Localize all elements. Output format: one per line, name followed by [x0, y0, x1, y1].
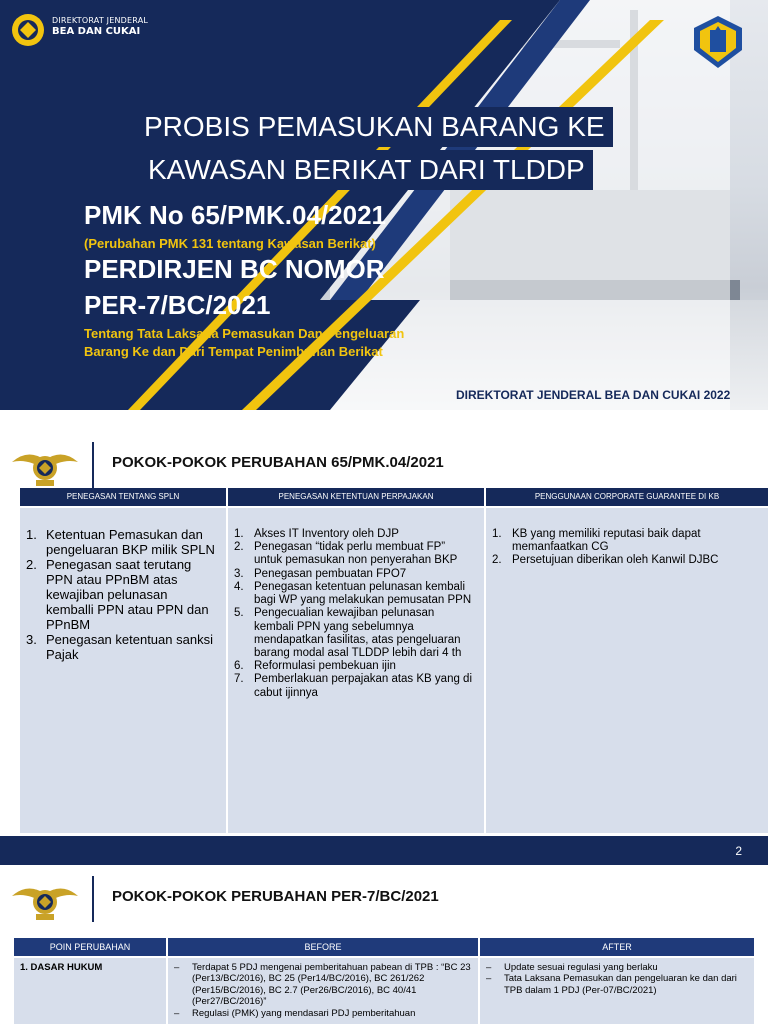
header-corporate-guarantee: PENGGUNAAN CORPORATE GUARANTEE DI KB: [486, 488, 768, 506]
tentang-line2: Barang Ke dan Dari Tempat Penimbunan Berikat: [84, 344, 383, 359]
title-divider: [92, 876, 94, 922]
list-marker: –: [486, 962, 492, 973]
list-item: [234, 528, 476, 541]
cell-corporate-guarantee: [486, 508, 768, 833]
footer-bar: [0, 836, 768, 865]
perpajakan-list: [234, 528, 476, 700]
perdirjen-line2: PER-7/BC/2021: [84, 290, 271, 320]
pmk-number: PMK No 65/PMK.04/2021: [84, 200, 387, 230]
list-item-text: Ketentuan Pemasukan dan pengeluaran BKP milik SPLN: [46, 527, 215, 557]
list-marker: 1.: [492, 528, 502, 540]
list-item: [234, 607, 476, 660]
perdirjen-line1: PERDIRJEN BC NOMOR: [84, 254, 385, 284]
kemenkeu-logo-icon: [690, 14, 746, 70]
slide-title: POKOK-POKOK PERUBAHAN PER-7/BC/2021: [112, 888, 439, 905]
header-spln: PENEGASAN TENTANG SPLN: [20, 488, 226, 506]
row-label: 1. DASAR HUKUM: [14, 958, 166, 1024]
list-marker: 2.: [234, 541, 244, 554]
list-item-text: Tata Laksana Pemasukan dan pengeluaran ke dan dari TPB dalam 1 PDJ (Per-07/BC/2021): [504, 973, 737, 996]
list-item-text: Penegasan ketentuan pelunasan kembali bagi WP yang melakukan pemusatan PPN: [254, 580, 472, 607]
list-item-text: Pengecualian kewajiban pelunasan kembali PPN yang sebelumnya mendapatkan fasilitas, atas pengeluaran barang modal asal TLDDP lebih dari 4 th: [254, 607, 462, 659]
list-item: [26, 528, 218, 558]
list-item-text: Terdapat 5 PDJ mengenai pemberitahuan pabean di TPB : “BC 23 (Per13/BC/2016), BC 25 (Per14/BC/2016), BC 261/262 (Per15/BC/2016), BC 2.7 (Per26/BC/2016), BC 40/41 (Per27/BC/2016)”: [192, 962, 471, 1008]
list-item: [174, 1008, 472, 1019]
spln-list: [26, 528, 218, 662]
bea-cukai-emblem-icon: [10, 876, 80, 924]
list-item-text: Persetujuan diberikan oleh Kanwil DJBC: [512, 554, 719, 567]
title-divider: [92, 442, 94, 488]
header-after: AFTER: [480, 938, 754, 956]
list-item-text: Akses IT Inventory oleh DJP: [254, 528, 399, 540]
list-item: [486, 962, 748, 973]
list-item-text: Penegasan ketentuan sanksi Pajak: [46, 631, 213, 662]
list-item: [492, 528, 760, 554]
list-marker: 6.: [234, 660, 244, 673]
list-marker: 2.: [26, 556, 37, 572]
list-item: [26, 558, 218, 633]
tentang-line1: Tentang Tata Laksana Pemasukan Dan Pengeluaran: [84, 326, 405, 341]
list-item: [234, 673, 476, 699]
list-marker: 2.: [492, 554, 502, 567]
list-item-text: Pemberlakuan perpajakan atas KB yang di cabut ijinnya: [254, 673, 473, 699]
list-item-text: KB yang memiliki reputasi baik dapat memanfaatkan CG: [512, 528, 701, 554]
slide-title: POKOK-POKOK PERUBAHAN 65/PMK.04/2021: [112, 454, 444, 471]
title-line2: KAWASAN BERIKAT DARI TLDDP: [140, 150, 593, 190]
guarantee-list: [492, 528, 760, 568]
after-list: [486, 962, 748, 996]
list-item: [234, 660, 476, 673]
list-marker: 7.: [234, 673, 244, 686]
logo-text-line2: BEA DAN CUKAI: [52, 26, 141, 37]
list-marker: 3.: [26, 631, 37, 647]
title-line1: PROBIS PEMASUKAN BARANG KE: [136, 107, 613, 147]
list-item-text: Reformulasi pembekuan ijin: [254, 660, 396, 673]
list-marker: 4.: [234, 580, 244, 593]
changes-slide: [0, 432, 768, 865]
page-number: 2: [735, 844, 742, 858]
slide-footer: DIREKTORAT JENDERAL BEA DAN CUKAI 2022: [456, 388, 731, 402]
list-marker: 1.: [26, 527, 37, 542]
list-item: [26, 633, 218, 663]
before-list: [174, 962, 472, 1019]
cell-after: [480, 958, 754, 1024]
cell-before: [168, 958, 478, 1024]
header-poin: POIN PERUBAHAN: [14, 938, 166, 956]
list-marker: 5.: [234, 607, 244, 620]
title-slide: [0, 0, 768, 410]
list-item-text: Regulasi (PMK) yang mendasari PDJ pemberitahuan: [192, 1007, 416, 1019]
list-item-text: Penegasan “tidak perlu membuat FP” untuk pemasukan non penyerahan BKP: [254, 541, 458, 567]
list-item: [492, 554, 760, 567]
list-marker: 3.: [234, 567, 244, 580]
list-item-text: Penegasan pembuatan FPO7: [254, 567, 407, 580]
cell-spln: [20, 508, 226, 833]
bea-cukai-logo-icon: [10, 12, 46, 48]
navy-edge: [0, 60, 30, 300]
per7-changes-slide: [0, 870, 768, 1024]
cell-perpajakan: [228, 508, 484, 833]
logo-text-line1: DIREKTORAT JENDERAL: [52, 16, 149, 25]
header-perpajakan: PENEGASAN KETENTUAN PERPAJAKAN: [228, 488, 484, 506]
list-marker: 1.: [234, 528, 244, 540]
list-item: [486, 973, 748, 996]
list-marker: –: [486, 973, 492, 985]
pmk-note: (Perubahan PMK 131 tentang Kawasan Berikat): [84, 236, 376, 251]
list-item: [234, 541, 476, 567]
list-item-text: Update sesuai regulasi yang berlaku: [504, 962, 658, 973]
list-marker: –: [174, 1007, 180, 1019]
list-item: [234, 581, 476, 607]
list-item: [174, 962, 472, 1008]
bea-cukai-emblem-icon: [10, 442, 80, 490]
header-before: BEFORE: [168, 938, 478, 956]
list-item-text: Penegasan saat terutang PPN atau PPnBM atas kewajiban pelunasan kemballi PPN atau PPN dan PPnBM: [46, 556, 209, 632]
changes-table: [20, 488, 768, 833]
list-item: [234, 568, 476, 581]
list-marker: –: [174, 962, 180, 973]
